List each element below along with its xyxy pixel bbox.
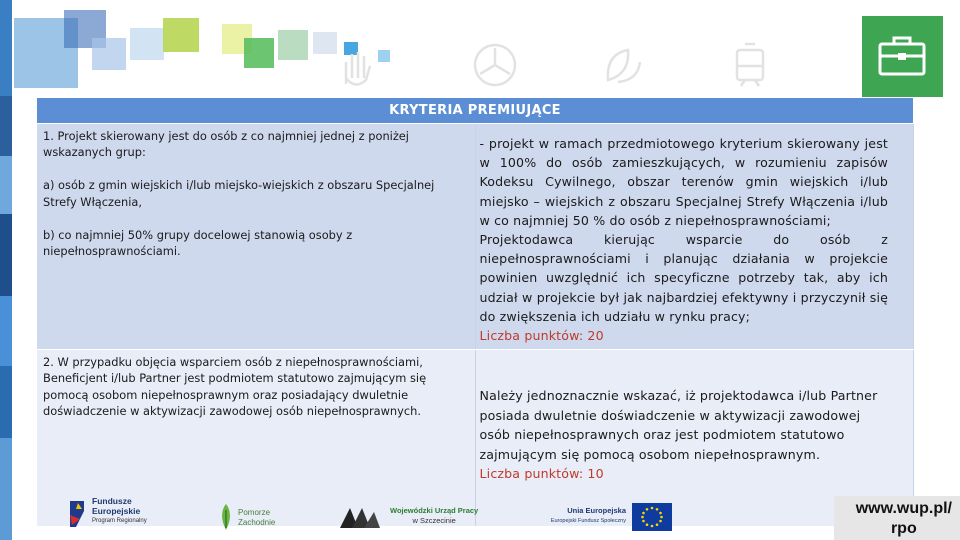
fe-line1: Fundusze [92, 496, 132, 506]
tram-icon [725, 40, 775, 90]
logo-pomorze-zachodnie [216, 500, 282, 534]
fe-line3: Program Regionalny [92, 518, 147, 524]
wind-turbine-icon [470, 40, 520, 90]
fe-star-icon [66, 497, 88, 531]
website-line2: rpo [890, 520, 917, 537]
description-cell [475, 124, 914, 350]
points-label: Liczba punktów: 10 [479, 466, 604, 482]
pomorze-line2: Zachodnie [238, 518, 276, 527]
pomorze-line1: Pomorze [238, 508, 271, 517]
briefcase-tile [862, 16, 943, 97]
left-color-strip [0, 0, 12, 540]
website-link[interactable] [856, 499, 952, 539]
criterion-cell [37, 124, 476, 350]
fe-line2: Europejskie [92, 506, 141, 516]
criterion-text: 2. W przypadku objęcia wsparciem osób z niepełnosprawnościami, Beneficjent i/lub Partner jest podmiotem statutowo zajmującym się pomocą osobom niepełnosprawnym oraz posiadający dwuletnie doświadczenie w aktywizacji zawodowej osób niepełnosprawnych. [43, 355, 427, 418]
table-header: KRYTERIA PREMIUJĄCE [37, 98, 914, 124]
criterion-text: a) osób z gmin wiejskich i/lub miejsko-wiejskich z obszaru Specjalnej Strefy Włączenia, [43, 178, 435, 209]
criterion-text: b) co najmniej 50% grupy docelowej stanowią osoby z niepełnosprawnościami. [43, 227, 353, 259]
ue-line1: Unia Europejska [567, 506, 626, 515]
description-text: Projektodawca kierując wsparcie do osób z niepełnosprawnościami i planując działania w projekcie powinien uwzględnić ich specyficzne potrzeby tak, aby ich udział w projekcie był jak najbardziej efektywny i przyczynił się do zwiększenia ich udziału w rynku pracy; [479, 232, 888, 324]
description-text: Należy jednoznacznie wskazać, iż projektodawca i/lub Partner posiada dwuletnie doświadczenie w aktywizacji zawodowej osób niepełnosprawnych oraz jest podmiotem statutowo zajmującym się pomocą osobom niepełnosprawnym. [479, 388, 878, 462]
ue-line2: Europejski Fundusz Społeczny [550, 518, 626, 524]
eu-flag-icon [632, 503, 672, 531]
website-line1: www.wup.pl/ [855, 500, 952, 517]
logo-unia-europejska [540, 500, 675, 534]
wup-line2: w Szczecinie [412, 516, 456, 525]
table-row [37, 124, 914, 350]
logo-wup-szczecin [338, 500, 488, 534]
logo-fundusze-europejskie [66, 495, 166, 533]
criteria-table [36, 97, 914, 527]
description-text: - projekt w ramach przedmiotowego kryterium skierowany jest w 100% do osób zamieszkujących, w rozumieniu zapisów Kodeksu Cywilnego, obszar terenów gmin wiejskich i/lub miejsko – wiejskich z obszaru Specjalnej Strefy Włączenia i/lub w co najmniej 50 % do osób z niepełnosprawnościami; [479, 136, 888, 228]
points-label: Liczba punktów: 20 [479, 328, 604, 344]
leaves-icon [598, 40, 648, 90]
pomorze-leaf-icon [216, 502, 236, 532]
briefcase-icon [876, 30, 928, 82]
hand-icon [330, 40, 380, 90]
wup-mark-icon [338, 502, 382, 532]
criterion-text: 1. Projekt skierowany jest do osób z co najmniej jednej z poniżej wskazanych grup: [43, 129, 409, 160]
wup-line1: Wojewódzki Urząd Pracy [390, 506, 479, 515]
